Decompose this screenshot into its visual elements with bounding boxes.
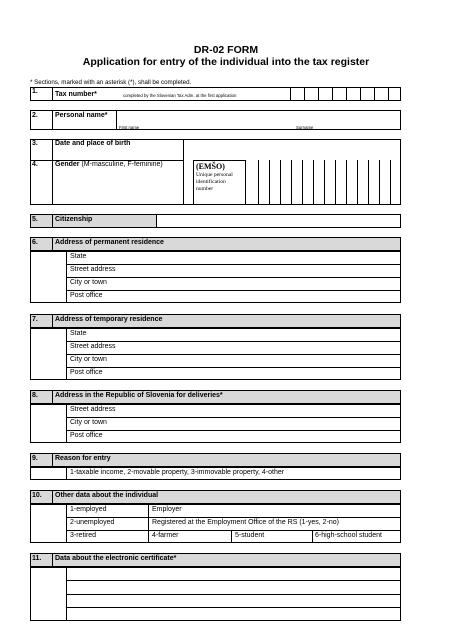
permanent-residence-label: Address of permanent residence [55,239,164,246]
delivery-post-office-field[interactable] [130,431,400,443]
surname-field[interactable] [294,111,400,129]
delivery-post-office-label: Post office [70,432,103,439]
asterisk-note: * Sections, marked with an asterisk (*), shall be completed. [30,79,192,86]
delivery-city-label: City or town [70,419,107,426]
electronic-certificate-label: Data about the electronic certificate* [55,555,177,562]
perm-city-label: City or town [70,279,107,286]
section-10-number: 10. [32,492,42,499]
employed-option: 1-employed [70,506,107,513]
reason-options-text: 1-taxable income, 2-movable property, 3-immovable property, 4-other [70,469,285,476]
emso-description: Unique personal identification number [196,172,233,192]
temp-post-office-field[interactable] [130,368,400,380]
delivery-street-field[interactable] [130,405,400,417]
employer-field[interactable] [186,505,400,517]
section-6-number: 6. [32,239,38,246]
gender-field[interactable] [53,178,182,204]
delivery-address-label: Address in the Republic of Slovenia for deliveries* [55,392,223,399]
temp-street-label: Street address [70,343,116,350]
section-2-number: 2. [32,112,38,119]
employer-label: Employer [152,506,182,513]
perm-street-label: Street address [70,266,116,273]
tax-number-label: Tax number* [55,91,97,98]
section-1-number: 1. [32,88,38,95]
temporary-residence-label: Address of temporary residence [55,316,163,323]
first-name-field[interactable] [117,111,293,129]
employment-office-label: Registered at the Employment Office of the RS (1-yes, 2-no) [152,519,340,526]
form-code: DR-02 FORM [193,44,259,56]
form-title: Application for entry of the individual into the tax register [82,56,370,68]
emso-digit-cells[interactable] [246,161,400,204]
personal-name-label: Personal name* [55,112,108,119]
other-data-label: Other data about the individual [55,492,159,499]
section-9-number: 9. [32,455,38,462]
high-school-student-option: 6-high-school student [315,532,382,539]
tax-number-digit-cells[interactable] [290,87,401,101]
perm-city-field[interactable] [130,278,400,290]
temp-state-field[interactable] [120,329,400,341]
first-name-caption: First name [119,125,140,130]
perm-state-label: State [70,253,87,260]
gender-label [55,161,181,169]
section-4-number: 4. [32,161,38,168]
section-11-number: 11. [32,555,42,562]
section-3-number: 3. [32,140,38,147]
gender-label-rest: (M-masculine, F-feminine) [79,161,163,168]
other-data-field[interactable] [31,505,65,542]
emso-label: (EMŠO) [196,162,225,171]
surname-caption: Surname [296,125,314,130]
section-7-number: 7. [32,316,38,323]
temp-city-field[interactable] [130,355,400,367]
section-5-number: 5. [32,216,38,223]
date-place-birth-field[interactable] [184,140,400,160]
reason-for-entry-label: Reason for entry [55,455,111,462]
perm-state-field[interactable] [120,252,400,264]
perm-post-office-field[interactable] [130,291,400,303]
unemployed-option: 2-unemployed [70,519,115,526]
tax-number-note: completed by the Slovenian Tax Adm. at the first application [123,93,237,98]
retired-option: 3-retired [70,532,97,539]
certificate-field[interactable] [67,568,400,620]
student-option: 5-student [235,532,265,539]
perm-post-office-label: Post office [70,292,103,299]
date-place-birth-label: Date and place of birth [55,140,131,147]
temp-city-label: City or town [70,356,107,363]
section-8-number: 8. [32,392,38,399]
temp-state-label: State [70,330,87,337]
gender-label-bold: Gender [55,161,80,168]
citizenship-label: Citizenship [55,216,93,223]
perm-street-field[interactable] [130,265,400,277]
reason-field[interactable] [31,468,65,479]
citizenship-field[interactable] [156,214,401,228]
farmer-option: 4-farmer [152,532,179,539]
delivery-city-field[interactable] [130,418,400,430]
temp-street-field[interactable] [130,342,400,354]
temp-post-office-label: Post office [70,369,103,376]
delivery-street-label: Street address [70,406,116,413]
